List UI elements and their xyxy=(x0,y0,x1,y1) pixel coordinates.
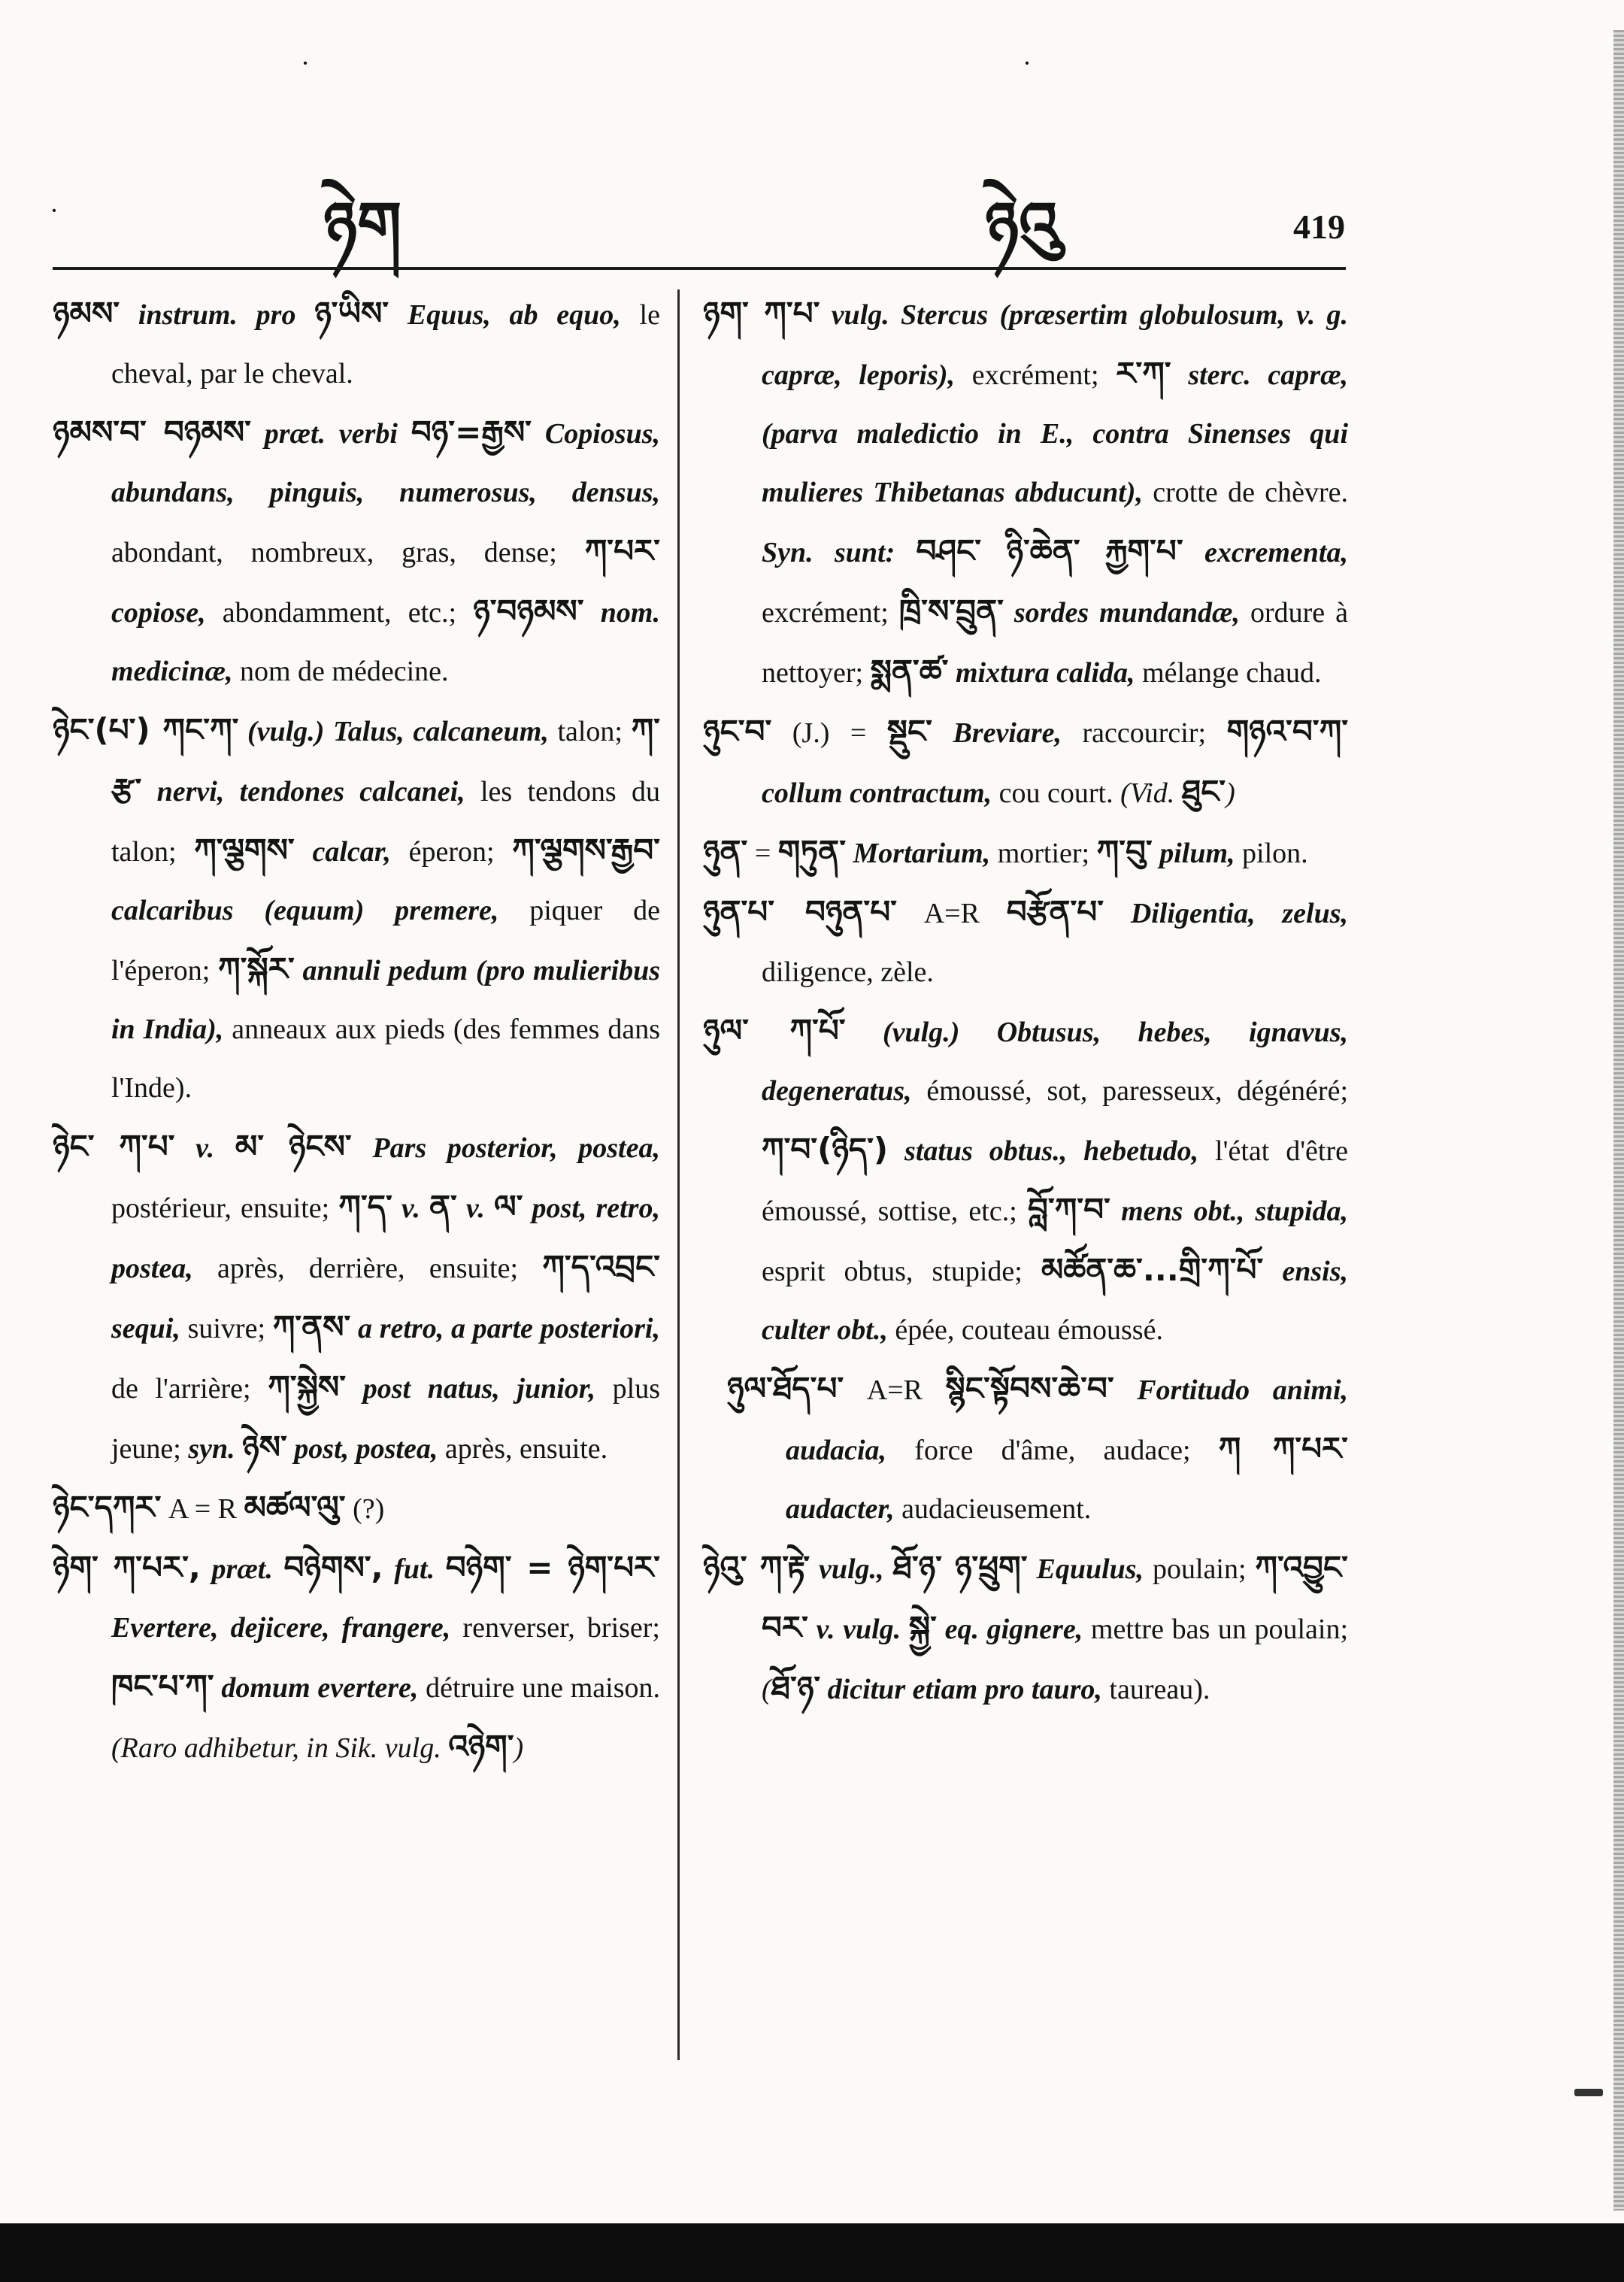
french-gloss: A = R xyxy=(161,1493,244,1525)
tibetan-term: ཀ་པོ་ xyxy=(789,1012,846,1049)
french-gloss: mélange chaud. xyxy=(1135,657,1322,689)
latin-gloss: Copiosus, abundans, pinguis, numerosus, densus, xyxy=(111,418,660,508)
tibetan-term: ཉེའུ་ xyxy=(703,1549,760,1586)
tibetan-term: ལ་ xyxy=(493,1188,523,1225)
latin-gloss: v. xyxy=(174,1132,235,1164)
latin-gloss: præt. verbi xyxy=(250,418,411,450)
latin-gloss: Fortitudo animi, audacia, xyxy=(786,1374,1349,1466)
column-divider xyxy=(677,289,680,2060)
latin-gloss: collum contractum, xyxy=(762,777,992,809)
tibetan-term: ཉག་ xyxy=(703,295,765,332)
latin-gloss: nom. medicinæ, xyxy=(111,597,660,687)
dictionary-entry xyxy=(703,883,1348,1002)
tibetan-term: བཉེག་ = ཉེག་པར་ xyxy=(445,1549,661,1586)
tibetan-term: བཉ་=རྒྱས་ xyxy=(411,414,532,450)
tibetan-term: ཉུན་ xyxy=(703,833,748,870)
french-gloss: audacieusement. xyxy=(894,1493,1092,1525)
latin-gloss: v. xyxy=(456,1193,494,1224)
french-gloss: excrément; xyxy=(955,359,1116,391)
tibetan-term: བཉེགས་, xyxy=(283,1549,383,1586)
french-gloss: les tendons du talon; xyxy=(111,776,660,868)
latin-gloss: vulg. Stercus (præsertim globulosum, v. g. capræ, leporis), xyxy=(762,299,1348,391)
tibetan-term: ཀ ཀ་པར་ xyxy=(1218,1430,1348,1467)
french-gloss: suivre; xyxy=(180,1313,273,1344)
tibetan-term: ར་ཀ་ xyxy=(1116,355,1171,392)
tibetan-term: བཉམས་ xyxy=(163,414,251,450)
french-gloss: raccourcir; xyxy=(1062,717,1227,749)
french-gloss: détruire une maison. xyxy=(418,1672,661,1704)
tibetan-term: ཀ་པར་, xyxy=(113,1549,201,1586)
tibetan-term: སྐྱེ་ xyxy=(908,1609,937,1646)
latin-gloss: præt. xyxy=(200,1553,284,1585)
tibetan-term: ཀ་པ་ xyxy=(119,1128,175,1165)
tibetan-term: ཐོ་ཉ་ ཉ་ཕྲུག་ xyxy=(892,1549,1028,1586)
dictionary-entry xyxy=(703,284,1348,702)
cross-reference: ) xyxy=(1226,777,1235,809)
tibetan-term: ཀ་ད་འབྲང་ xyxy=(542,1248,660,1285)
latin-gloss: syn. xyxy=(188,1433,243,1465)
tibetan-term: ཉུན་པ་ xyxy=(703,893,805,930)
dictionary-entry xyxy=(703,823,1348,883)
tibetan-term: ཉ་བཉམས་ xyxy=(473,592,584,629)
latin-gloss: sordes mundandæ, xyxy=(1003,597,1240,629)
french-gloss: mettre bas un poulain; xyxy=(1083,1614,1348,1645)
tibetan-term: སྡུང་ xyxy=(886,713,932,750)
dictionary-entry xyxy=(53,1478,660,1538)
margin-mark xyxy=(1574,2089,1603,2096)
latin-gloss: sterc. capræ, (parva maledictio in E., contra Sinenses qui mulieres Thibetanas abducunt), xyxy=(762,359,1349,508)
latin-gloss: v. vulg. xyxy=(807,1614,909,1645)
scan-edge xyxy=(1613,30,1624,2211)
tibetan-term: གཉའ་བ་ཀ་ xyxy=(1226,713,1349,750)
tibetan-term: ཉེས་ xyxy=(242,1429,287,1465)
dictionary-entry xyxy=(53,1538,660,1777)
tibetan-term: མཚལ་ལུ་ xyxy=(244,1489,346,1526)
tibetan-term: ཉུང་བ་ xyxy=(703,713,772,750)
tibetan-term: ཁང་པ་ཀ་ xyxy=(111,1668,214,1705)
tibetan-term: ཉ་ཡིས་ xyxy=(314,295,389,332)
tibetan-term: ཀ་རྟེ་ xyxy=(759,1549,810,1586)
tibetan-term: ཉེང་(པ་) xyxy=(53,711,163,748)
tibetan-term: འཉེག་ xyxy=(448,1728,514,1765)
tibetan-term: ཉེག་ xyxy=(53,1549,114,1586)
tibetan-term: ཀ་སྐོར་ xyxy=(218,950,295,987)
french-gloss: pilon. xyxy=(1235,838,1308,869)
scan-footer-bar xyxy=(0,2223,1624,2282)
tibetan-term: ཉེངས་ xyxy=(288,1128,352,1165)
tibetan-term: ན་ xyxy=(429,1188,457,1225)
latin-gloss: post, retro, postea, xyxy=(111,1193,660,1284)
latin-gloss: Equulus, xyxy=(1027,1553,1144,1585)
french-gloss: épée, couteau émoussé. xyxy=(887,1314,1163,1346)
french-gloss: = xyxy=(747,838,778,869)
right-column xyxy=(703,284,1348,1719)
french-gloss: de l'arrière; xyxy=(111,1373,268,1405)
tibetan-term: ཀང་ཀ་ xyxy=(162,711,239,748)
tibetan-term: བཉུན་པ་ xyxy=(804,893,897,930)
french-gloss: émoussé, sot, paresseux, dégénéré; xyxy=(911,1075,1348,1107)
tibetan-term: ཐོ་ཉ་ xyxy=(771,1669,821,1706)
running-headword-left: ཉེག xyxy=(323,188,402,262)
tibetan-term: ཉེང་ xyxy=(53,1128,120,1165)
latin-gloss: v. xyxy=(392,1193,429,1224)
french-gloss: anneaux aux pieds (des femmes dans l'Inde). xyxy=(111,1014,660,1104)
latin-gloss: dicitur etiam pro tauro, xyxy=(820,1674,1102,1705)
french-gloss: abondamment, etc.; xyxy=(205,597,474,629)
french-gloss: ordure à nettoyer; xyxy=(762,597,1348,689)
french-gloss: crotte de chèvre. xyxy=(1142,477,1349,508)
tibetan-term: ཀ་སྐྱེས་ xyxy=(268,1368,347,1405)
french-gloss: cou court. xyxy=(992,777,1121,809)
latin-gloss: calcaribus (equum) premere, xyxy=(111,895,499,926)
tibetan-term: ཉུལ་ཐོད་པ་ xyxy=(727,1370,844,1407)
french-gloss: piquer de l'éperon; xyxy=(111,895,660,986)
latin-gloss: fut. xyxy=(383,1553,446,1585)
french-gloss: abondant, nombreux, gras, dense; xyxy=(111,537,585,568)
latin-gloss: sequi, xyxy=(111,1313,180,1344)
latin-gloss: pilum, xyxy=(1152,838,1235,869)
latin-gloss: calcar, xyxy=(294,836,391,868)
tibetan-term: ཐུང་ xyxy=(1181,773,1226,810)
french-gloss: force d'âme, audace; xyxy=(886,1435,1219,1466)
tibetan-term: ཀ་ནས་ xyxy=(272,1308,351,1345)
french-gloss: postérieur, ensuite; xyxy=(111,1193,339,1224)
french-gloss: nom de médecine. xyxy=(232,656,449,687)
tibetan-term: ཀ་འབྱུང་བར་ xyxy=(762,1549,1348,1646)
tibetan-term: ཉུལ་ xyxy=(703,1012,790,1049)
french-gloss: renverser, briser; xyxy=(450,1612,660,1644)
latin-gloss: Evertere, dejicere, frangere, xyxy=(111,1612,451,1644)
tibetan-term: སྨན་ཚ་ xyxy=(870,653,949,689)
cross-reference: (Raro adhibetur, in Sik. vulg. xyxy=(111,1732,449,1764)
page-header xyxy=(53,147,1346,267)
cross-reference: (Vid. xyxy=(1120,777,1182,809)
french-gloss: l'état d'être émoussé, sottise, etc.; xyxy=(762,1135,1348,1227)
print-speck: · xyxy=(1023,48,1032,78)
latin-gloss: copiose, xyxy=(111,597,206,629)
header-rule xyxy=(53,267,1346,270)
tibetan-term: ཁྲི་ས་བྲུན་ xyxy=(898,592,1004,629)
latin-gloss: domum evertere, xyxy=(214,1672,419,1704)
latin-gloss: annuli pedum (pro mulieribus in India), xyxy=(111,955,660,1045)
tibetan-term: ཀ་པ་ xyxy=(764,295,820,332)
latin-gloss: a retro, a parte posteriori, xyxy=(350,1313,660,1344)
latin-gloss: Diligentia, zelus, xyxy=(1104,898,1349,929)
latin-gloss: nervi, tendones calcanei, xyxy=(141,776,465,808)
print-speck: · xyxy=(301,48,310,78)
french-gloss: poulain; xyxy=(1144,1553,1256,1585)
french-gloss: (J.) = xyxy=(771,717,887,749)
french-gloss: éperon; xyxy=(390,836,513,868)
latin-gloss: vulg., xyxy=(810,1553,893,1585)
latin-gloss: Breviare, xyxy=(932,717,1062,749)
french-gloss: diligence, zèle. xyxy=(762,956,934,988)
dictionary-entry xyxy=(53,701,660,1117)
tibetan-term: མཚོན་ཆ་...གྲི་ཀ་པོ་ xyxy=(1041,1251,1264,1288)
french-gloss: excrément; xyxy=(762,597,899,629)
latin-gloss: Mortarium, xyxy=(846,838,991,869)
dictionary-entry xyxy=(703,1002,1348,1359)
cross-reference: ) xyxy=(514,1732,524,1764)
latin-gloss: (vulg.) Talus, calcaneum, xyxy=(238,716,549,747)
french-gloss: A=R xyxy=(896,898,1007,929)
tibetan-term: ཀ་ལྕགས་རྒྱབ་ xyxy=(512,832,660,868)
french-gloss: A=R xyxy=(844,1374,946,1406)
french-gloss: taureau). xyxy=(1101,1674,1210,1705)
latin-gloss: Equus, ab equo, xyxy=(389,299,621,331)
cross-reference: ( xyxy=(762,1674,771,1705)
tibetan-term: མ་ xyxy=(235,1128,289,1165)
latin-gloss: eq. gignere, xyxy=(936,1614,1083,1645)
latin-gloss: Pars posterior, postea, xyxy=(351,1132,660,1164)
latin-gloss: ensis, culter obt., xyxy=(762,1256,1348,1346)
latin-gloss: audacter, xyxy=(786,1493,895,1525)
tibetan-term: ཀ་རྩ་ xyxy=(111,711,660,808)
dictionary-entry xyxy=(703,1359,1348,1538)
dictionary-entry xyxy=(703,1538,1348,1719)
running-headword-right: ཉེའུ xyxy=(985,188,1060,262)
french-gloss: mortier; xyxy=(990,838,1097,869)
dictionary-entry xyxy=(53,1117,660,1478)
french-gloss: talon; xyxy=(548,716,632,747)
tibetan-term: ཉམས་བ་ xyxy=(53,414,164,450)
latin-gloss: mens obt., stupida, xyxy=(1110,1196,1348,1227)
left-column xyxy=(53,284,660,1777)
tibetan-term: ཀ་བུ་ xyxy=(1096,833,1153,870)
tibetan-term: ཉམས་ xyxy=(53,295,120,332)
french-gloss: le cheval, par le cheval. xyxy=(111,299,660,389)
latin-gloss: status obtus., hebetudo, xyxy=(888,1135,1199,1167)
latin-gloss: Syn. sunt: xyxy=(762,537,917,568)
latin-gloss: post, postea, xyxy=(286,1433,438,1465)
tibetan-term: ཉེང་དཀར་ xyxy=(53,1489,162,1526)
dictionary-entry xyxy=(703,702,1348,823)
french-gloss: après, derrière, ensuite; xyxy=(192,1253,543,1284)
tibetan-term: སྙིང་སྟོབས་ཆེ་བ་ xyxy=(945,1370,1114,1407)
tibetan-term: བརྩོན་པ་ xyxy=(1006,893,1104,930)
tibetan-term: གཏུན་ xyxy=(777,833,847,870)
latin-gloss: (vulg.) Obtusus, hebes, ignavus, degeneratus, xyxy=(762,1017,1348,1107)
dictionary-entry xyxy=(53,403,660,701)
latin-gloss: excrementa, xyxy=(1183,537,1348,568)
tibetan-term: ཀ་ད་ xyxy=(338,1188,392,1225)
print-speck: · xyxy=(50,195,59,226)
tibetan-term: ཀ་བ་(ཉིད་) xyxy=(762,1131,889,1168)
french-gloss: après, ensuite. xyxy=(438,1433,608,1465)
tibetan-term: བཤང་ ཉི་ཆེན་ རྐྱག་པ་ xyxy=(916,532,1183,569)
dictionary-entry xyxy=(53,284,660,403)
tibetan-term: ཀ་པར་ xyxy=(584,532,660,569)
page-number: 419 xyxy=(1293,208,1345,246)
french-gloss: plus jeune; xyxy=(111,1373,660,1465)
tibetan-term: བློ་ཀ་བ་ xyxy=(1028,1191,1110,1228)
tibetan-term: ཀ་ལྕགས་ xyxy=(194,832,295,868)
latin-gloss: instrum. pro xyxy=(120,299,315,331)
latin-gloss: mixtura calida, xyxy=(948,657,1135,689)
french-gloss: (?) xyxy=(345,1493,385,1525)
french-gloss: esprit obtus, stupide; xyxy=(762,1256,1041,1287)
latin-gloss: post natus, junior, xyxy=(346,1373,596,1405)
